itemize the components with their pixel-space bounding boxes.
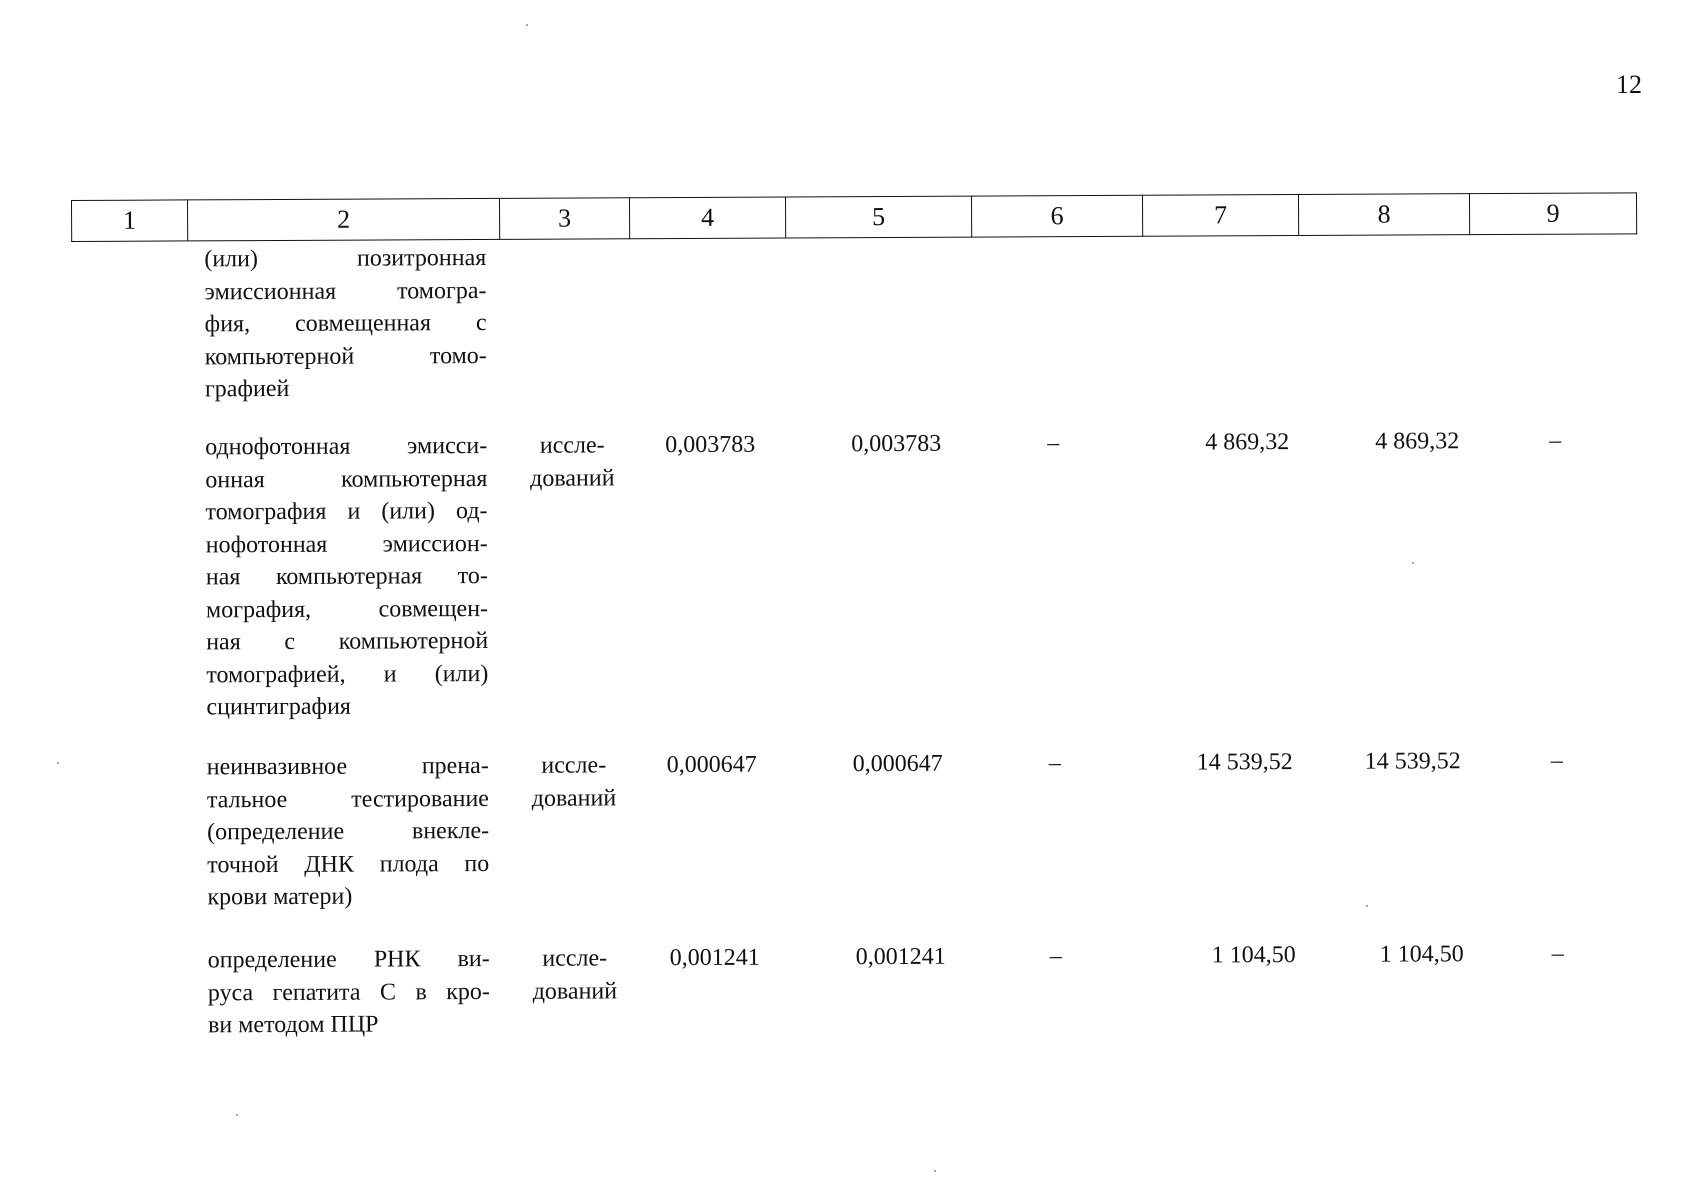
header-col-2: 2 — [188, 198, 500, 241]
desc-line: ви методом ПЦР — [207, 1011, 379, 1039]
desc-line: ная с компьютерной — [206, 627, 489, 656]
page-number: 12 — [1616, 70, 1642, 99]
row-col8-value: 4 869,32 — [1375, 428, 1460, 455]
scan-speck — [1366, 905, 1368, 907]
row-col5-value: 0,001241 — [855, 943, 946, 971]
desc-line: онная компьютерная — [205, 465, 488, 493]
header-col-4: 4 — [629, 197, 785, 239]
header-col-7: 7 — [1142, 195, 1298, 237]
unit-line: иссле- — [541, 752, 607, 779]
header-col-5: 5 — [785, 196, 971, 238]
desc-line: эмиссионная томогра- — [204, 277, 487, 305]
row-unit — [509, 749, 639, 815]
desc-line: графией — [204, 375, 290, 403]
scan-speck — [57, 762, 59, 764]
row-col7-value: 4 869,32 — [1205, 429, 1290, 456]
row-col9-value: – — [1549, 427, 1562, 454]
desc-line: тальное тестирование — [206, 785, 489, 813]
row-col4-value: 0,003783 — [665, 431, 756, 459]
scan-speck — [236, 1114, 238, 1116]
desc-line: однофотонная эмисси- — [205, 432, 488, 461]
unit-line: иссле- — [542, 945, 608, 972]
desc-line: крови матери) — [207, 883, 353, 911]
row-unit — [510, 942, 640, 1008]
desc-line: мография, совмещен- — [205, 595, 489, 623]
header-col-9: 9 — [1469, 193, 1636, 235]
row-description — [205, 430, 488, 724]
unit-line: дований — [530, 464, 615, 492]
unit-line: дований — [532, 977, 618, 1005]
row-col4-value: 0,000647 — [666, 751, 757, 779]
header-col-8: 8 — [1298, 194, 1469, 236]
row-col5-value: 0,000647 — [852, 750, 943, 778]
row-col6-value: – — [1048, 750, 1061, 777]
desc-line: сцинтиграфия — [206, 693, 351, 721]
unit-line: дований — [531, 784, 617, 812]
desc-line: томография и (или) од- — [205, 497, 488, 526]
row-col4-value: 0,001241 — [669, 944, 760, 972]
row-col7-value: 1 104,50 — [1211, 942, 1296, 969]
row-description — [207, 750, 490, 914]
row-col6-value: – — [1047, 430, 1060, 457]
scan-speck — [1412, 562, 1414, 564]
scan-speck — [526, 24, 528, 26]
header-col-1: 1 — [72, 200, 188, 242]
row-col5-value: 0,003783 — [851, 430, 942, 458]
row-col6-value: – — [1049, 943, 1062, 970]
desc-line: томографией, и (или) — [206, 660, 489, 688]
header-col-6: 6 — [971, 195, 1142, 237]
desc-line: (определение внекле- — [207, 817, 490, 846]
row-col9-value: – — [1550, 747, 1563, 774]
desc-line: ная компьютерная то- — [205, 562, 488, 591]
desc-line: компьютерной томо- — [204, 342, 487, 370]
row-col8-value: 1 104,50 — [1379, 941, 1464, 968]
row-unit — [507, 429, 637, 495]
row-description — [204, 242, 487, 406]
row-description — [208, 943, 490, 1042]
row-col7-value: 14 539,52 — [1196, 749, 1293, 776]
desc-line: неинвазивное прена- — [206, 752, 489, 781]
desc-line: (или) позитронная — [204, 244, 487, 273]
desc-line: фия, совмещенная с — [204, 309, 487, 338]
desc-line: нофотонная эмиссион- — [205, 530, 488, 558]
row-col8-value: 14 539,52 — [1364, 748, 1461, 775]
scan-speck — [934, 1170, 936, 1172]
desc-line: точной ДНК плода по — [207, 850, 490, 878]
header-col-3: 3 — [499, 198, 629, 240]
unit-line: иссле- — [539, 432, 605, 459]
row-col9-value: – — [1551, 940, 1564, 967]
desc-line: определение РНК ви- — [207, 945, 490, 974]
desc-line: руса гепатита С в кро- — [207, 978, 490, 1006]
